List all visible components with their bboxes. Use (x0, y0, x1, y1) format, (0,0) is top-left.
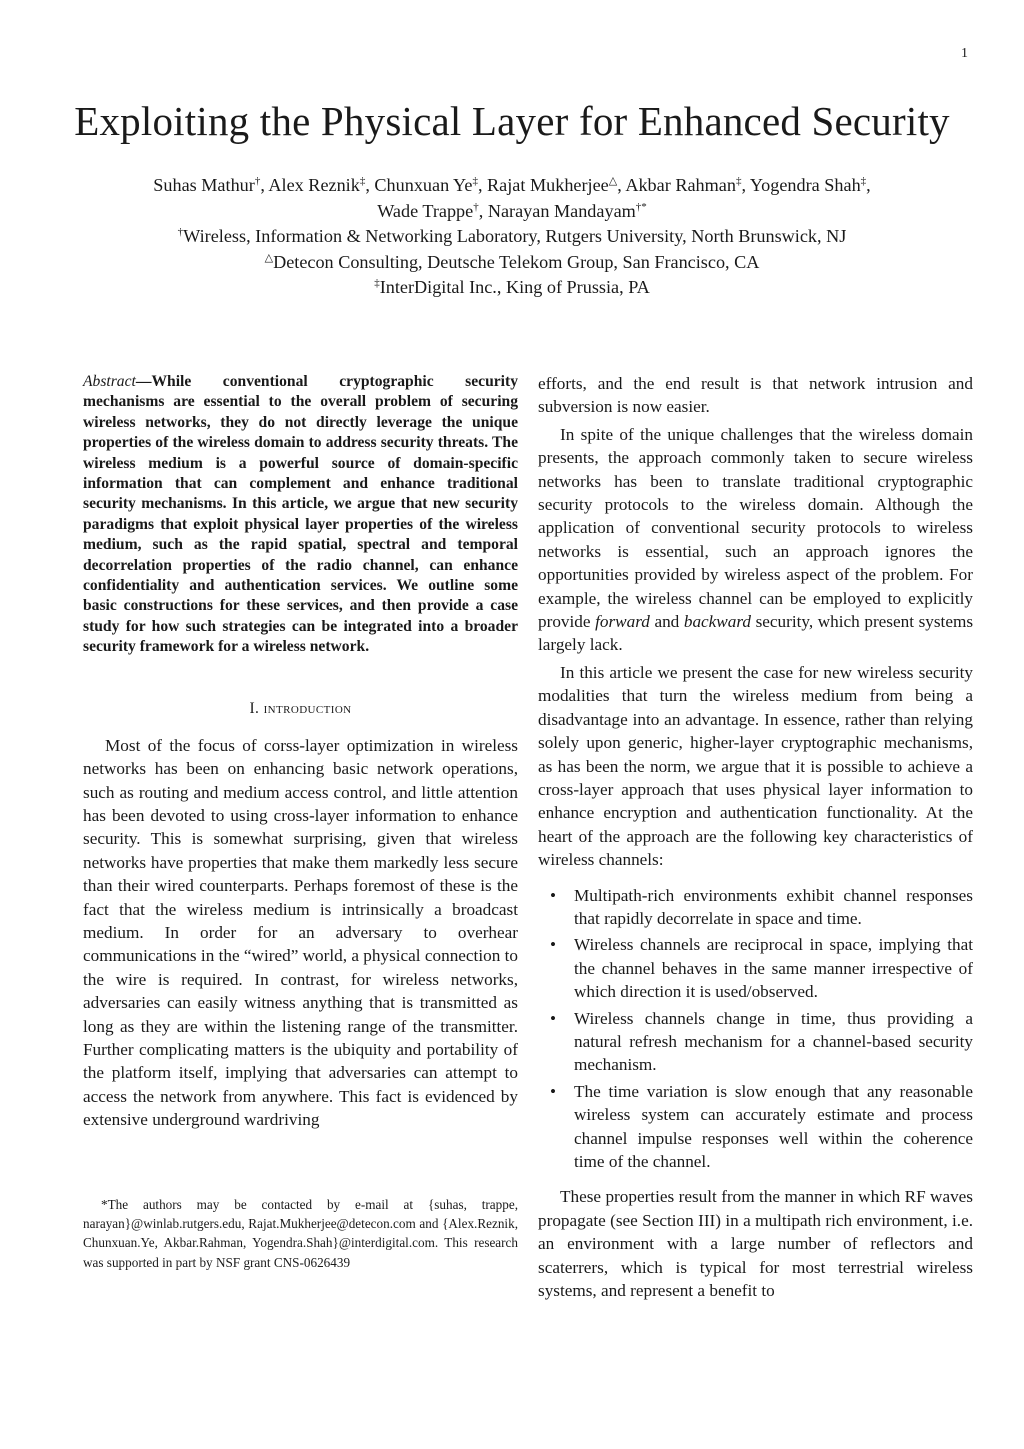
right-column (538, 372, 973, 1302)
author-separator: , (478, 200, 488, 221)
list-item-text: Multipath-rich environments exhibit channel responses that rapidly decorrelate in space and time. (574, 885, 973, 928)
bullet-icon: • (550, 1008, 557, 1028)
list-item-text: Wireless channels change in time, thus providing a natural refresh mechanism for a channel-based security mechanism. (574, 1008, 973, 1075)
affiliation-mark: △ (264, 251, 274, 264)
bullet-icon: • (550, 935, 557, 955)
bullet-icon: • (550, 1081, 557, 1101)
emphasis-backward: backward (683, 612, 752, 632)
author-name: Narayan Mandayam (487, 200, 636, 221)
section-heading-introduction (83, 700, 518, 718)
author-name: Wade Trappe (377, 200, 474, 221)
author-separator: , (617, 175, 626, 195)
abstract (83, 372, 518, 658)
author-separator: , (866, 175, 871, 195)
right-paragraph-2-tail: security, which present systems largely lack. (538, 612, 974, 655)
abstract-text: While conventional cryptographic security mechanisms are essential to the overall problem of securing wireless networks, they do not directly leverage the unique properties of the wireless domain to address security threats. The wireless medium is a powerful source of domain-specific information that can complement and enhance traditional security mechanisms. In this article, we argue that new security paradigms that exploit physical layer properties of the wireless medium, such as the rapid spatial, spectral and temporal decorrelation properties of the radio channel, can enhance confidentiality and authentication services. We outline some basic constructions for these services, and then provide a case study for how such strategies can be integrated into a broader security framework for a wireless network. (83, 373, 518, 656)
author-name: Alex Reznik (268, 175, 360, 195)
section-title: introduction (263, 699, 352, 717)
left-column (83, 372, 518, 1132)
emphasis-forward: forward (595, 612, 650, 632)
footnote: *The authors may be contacted by e-mail at {suhas, trappe, narayan}@winlab.rutgers.edu, Rajat.Mukherjee@detecon.com and {Alex.Reznik, Chunxuan.Ye, Akbar.Rahman, Yogendra.Shah}@interdigital.com. This research was supported in part by NSF grant CNS-0626439 (83, 1197, 518, 1270)
affiliation-rutgers (40, 224, 984, 250)
right-paragraph-3: In this article we present the case for new wireless security modalities that turn the wireless medium from being a disadvantage into an advantage. In essence, rather than relying solely upon generic, higher-layer cryptographic mechanisms, as has been the norm, we argue that it is possible to achieve a cross-layer approach that uses physical layer information to enhance encryption and authentication functionality. At the heart of the approach are the following key characteristics of wireless channels: (538, 662, 973, 870)
characteristics-list (538, 884, 973, 1174)
author-mark: ‡ (735, 175, 742, 187)
author-separator: , (741, 175, 750, 195)
author-block (40, 173, 984, 301)
affiliation-mark: † (177, 226, 184, 238)
author-name: Yogendra Shah (749, 175, 861, 195)
author-separator: , (365, 175, 375, 195)
author-mark: △ (608, 175, 618, 187)
abstract-dash: — (135, 373, 152, 390)
author-name: Rajat Mukherjee (487, 175, 609, 195)
right-paragraph-2-text: In spite of the unique challenges that the wireless domain presents, the approach commonly taken to secure wireless networks has been to translate traditional cryptographic security protocols to the wireless domain. Although the application of conventional security protocols to wireless networks is essential, such an approach ignores the opportunities provided by wireless aspect of the problem. For example, the wireless channel can be employed to explicitly provide (538, 424, 973, 632)
author-line-2 (40, 199, 984, 225)
affiliation-detecon (40, 250, 984, 276)
author-mark: ‡ (472, 175, 478, 187)
affiliation-text: Wireless, Information & Networking Laboratory, Rutgers University, North Brunswick, NJ (183, 226, 847, 246)
list-item (538, 1080, 973, 1174)
conjunction-text: and (649, 612, 684, 632)
right-paragraph-4: These properties result from the manner in which RF waves propagate (see Section III) in a multipath rich environment, i.e. an environment with a large number of reflectors and scaterrers, which is typical for most terrestrial wireless systems, and represent a benefit to (538, 1187, 973, 1301)
intro-paragraph: Most of the focus of corss-layer optimization in wireless networks has been on enhancing basic network operations, such as routing and medium access control, and little attention has been devoted to using cross-layer information to enhance security. This is somewhat surprising, given that wireless networks have properties that make them markedly less secure than their wired counterparts. Perhaps foremost of these is the fact that the wireless medium is intrinsically a broadcast medium. In order for an adversary to overhear communications in the “wired” world, a physical connection to the wire is required. In contrast, for wireless networks, adversaries can easily witness anything that is transmitted as long as they are within the listening range of the transmitter. Further complicating matters is the ubiquity and portability of the platform itself, implying that adversaries can attempt to access the network from anywhere. This fact is evidenced by extensive underground wardriving (83, 735, 518, 1130)
author-mark: † (254, 175, 261, 187)
affiliation-text: InterDigital Inc., King of Prussia, PA (379, 277, 650, 297)
author-mark: ‡ (359, 175, 366, 187)
author-name: Chunxuan Ye (374, 175, 473, 195)
author-mark: †* (635, 200, 647, 213)
bullet-icon: • (550, 885, 557, 905)
list-item-text: The time variation is slow enough that any reasonable wireless system can accurately estimate and process channel impulse responses well within the coherence time of the channel. (574, 1081, 973, 1171)
affiliation-mark: ‡ (374, 277, 380, 289)
author-mark: ‡ (860, 175, 867, 187)
affiliation-text: Detecon Consulting, Deutsche Telekom Group, San Francisco, CA (273, 251, 760, 272)
affiliation-interdigital (40, 275, 984, 301)
author-separator: , (260, 175, 269, 195)
author-name: Akbar Rahman (625, 175, 736, 195)
page-number: 1 (961, 46, 968, 61)
abstract-label: Abstract (83, 373, 136, 390)
author-name: Suhas Mathur (153, 175, 255, 195)
section-number: I. (249, 699, 264, 717)
author-mark: † (473, 200, 479, 213)
list-item-text: Wireless channels are reciprocal in space, implying that the channel behaves in the same manner irrespective of which direction it is used/observed. (574, 935, 973, 1002)
paper-title: Exploiting the Physical Layer for Enhanced Security (74, 98, 950, 144)
right-paragraph-1: efforts, and the end result is that network intrusion and subversion is now easier. (538, 374, 973, 417)
author-separator: , (477, 175, 488, 195)
right-paragraph-2 (538, 423, 973, 657)
list-item (538, 884, 973, 931)
list-item (538, 1007, 973, 1077)
author-line-1 (40, 173, 984, 199)
list-item (538, 933, 973, 1003)
